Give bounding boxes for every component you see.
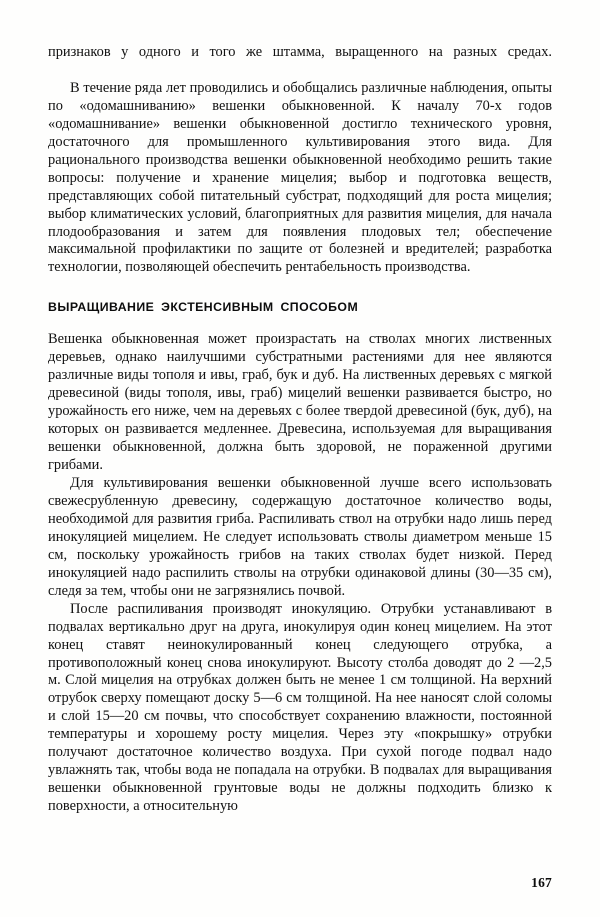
paragraph-body: В течение ряда лет проводились и обобщались различные наблюдения, опыты по «одомашниванию» вешенки обыкновенной. К началу 70-х годов «одомашнивание» вешенки обыкновенной достигло технического уровня, достаточного для промышленного культивирования этого вида. Для рационального производства вешенки обыкновенной необходимо решить такие вопросы: получение и хранение мицелия; выбор и подготовка веществ, представляющих собой питательный субстрат, подходящий для роста мицелия; выбор климатических условий, благоприятных для развития мицелия, для начала плодообразования и затем для появления плодовых тел; обеспечение максимальной профилактики по защите от болезней и вредителей; разработка технологии, позволяющей обеспечить рентабельность производства. bbox=[48, 79, 552, 276]
section-heading: ВЫРАЩИВАНИЕ ЭКСТЕНСИВНЫМ СПОСОБОМ bbox=[48, 300, 359, 315]
page-text-block bbox=[48, 44, 552, 816]
paragraph-body: После распиливания производят инокуляцию. Отрубки устанавливают в подвалах вертикально друг на друга, инокулируя один конец мицелием. На этот конец ставят неинокулированный конец следующего отрубка, а противоположный конец снова инокулируют. Высоту столба доводят до 2 —2,5 м. Слой мицелия на отрубках должен быть не менее 1 см толщиной. На верхний отрубок сверху помещают доску 5—6 см толщиной. На нее наносят слой соломы и слой 15—20 см почвы, что способствует сохранению влажности, постоянной температуры и хорошему росту мицелия. Через эту «покрышку» отрубки получают достаточное количество воздуха. При сухой погоде подвал надо увлажнять так, чтобы вода не попадала на отрубки. В подвалах для выращивания вешенки обыкновенной грунтовые воды не должны подходить близко к поверхности, а относительную bbox=[48, 600, 552, 815]
page-number: 167 bbox=[531, 875, 552, 890]
paragraph-body: Вешенка обыкновенная может произрастать на стволах многих лиственных деревьев, однако наилучшими субстратными растениями для нее являются различные виды тополя и ивы, граб, бук и дуб. На лиственных деревьях с мягкой древесиной (виды тополя, ивы, граб) мицелий вешенки развивается быстро, но урожайность его ниже, чем на деревьях с более твердой древесиной (бук, дуб), на которых он развивается медленнее. Древесина, используемая для выращивания вешенки обыкновенной, должна быть здоровой, не пораженной другими грибами. bbox=[48, 331, 552, 474]
paragraph-continuation: признаков у одного и того же штамма, выращенного на разных средах. bbox=[48, 44, 552, 60]
paragraph-body: Для культивирования вешенки обыкновенной лучше всего использовать свежесрубленную древесину, содержащую достаточное количество воды, необходимой для развития гриба. Распиливать ствол на отрубки надо лишь перед инокуляцией мицелием. Не следует использовать стволы диаметром меньше 15 см, поскольку урожайность грибов на таких стволах будет низкой. Перед инокуляцией надо распилить стволы на отрубки одинаковой длины (30—35 см), следя за тем, чтобы они не загрязнялись почвой. bbox=[48, 474, 552, 599]
